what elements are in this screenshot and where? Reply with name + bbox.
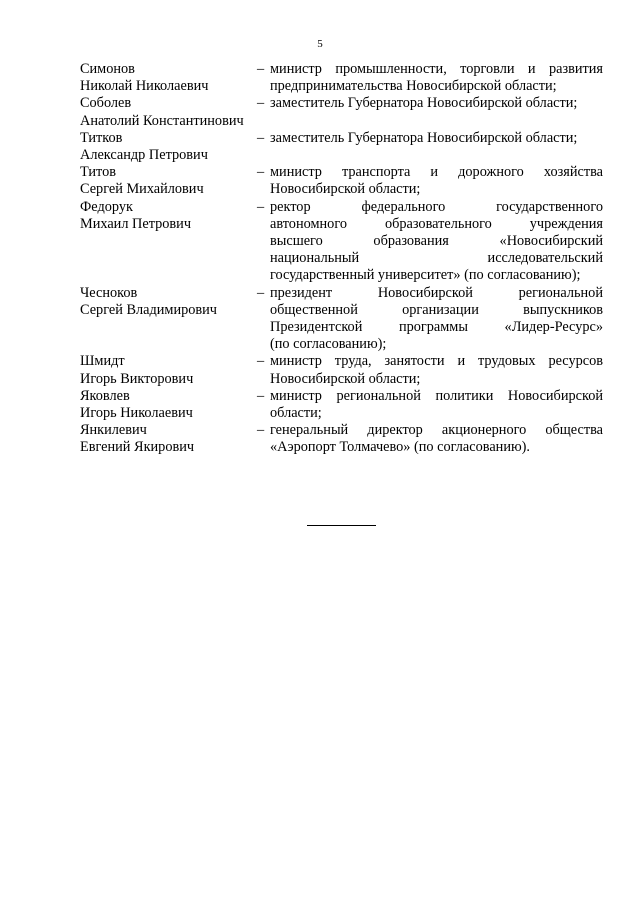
position-line: предпринимательства Новосибирской области; — [270, 78, 557, 95]
member-given-name: Анатолий Константинович — [80, 112, 244, 129]
member-surname: Федорук — [80, 198, 133, 215]
member-entry — [80, 199, 603, 285]
dash: – — [257, 95, 265, 112]
member-given-name: Игорь Викторович — [80, 370, 194, 387]
position-line: генеральный директор акционерного общества — [270, 422, 603, 439]
member-entry — [80, 353, 603, 387]
position-line: области; — [270, 405, 322, 422]
member-name — [80, 422, 257, 456]
dash: – — [257, 198, 265, 215]
member-name — [80, 388, 257, 422]
member-position — [270, 130, 603, 164]
member-entry — [80, 130, 603, 164]
position-line: министр промышленности, торговли и развития — [270, 61, 603, 77]
member-name — [80, 164, 257, 198]
dash: – — [257, 284, 265, 301]
member-name — [80, 95, 257, 129]
end-divider-line — [307, 525, 376, 526]
position-line: «Аэропорт Толмачево» (по согласованию). — [270, 439, 530, 456]
position-line: автономного образовательного учреждения — [270, 215, 603, 232]
position-line: заместитель Губернатора Новосибирской области; — [270, 95, 578, 112]
dash: – — [257, 387, 265, 404]
member-given-name: Михаил Петрович — [80, 215, 192, 232]
member-given-name: Николай Николаевич — [80, 78, 209, 95]
member-entry — [80, 61, 603, 95]
position-line: министр региональной политики Новосибирской — [270, 387, 603, 404]
member-surname: Шмидт — [80, 353, 125, 370]
member-name — [80, 61, 257, 95]
position-line: ректор федерального государственного — [270, 198, 603, 215]
member-position — [270, 95, 603, 129]
member-position — [270, 61, 603, 95]
member-list — [80, 61, 603, 457]
position-line: высшего образования «Новосибирский — [270, 233, 603, 250]
member-entry — [80, 95, 603, 129]
member-position — [270, 199, 603, 285]
member-given-name: Сергей Михайлович — [80, 181, 204, 198]
member-entry — [80, 422, 603, 456]
member-name — [80, 130, 257, 164]
member-position — [270, 388, 603, 422]
member-surname: Симонов — [80, 61, 135, 77]
position-line: Новосибирской области; — [270, 370, 421, 387]
member-surname: Чесноков — [80, 284, 138, 301]
page-number: 5 — [317, 38, 323, 50]
dash: – — [257, 353, 265, 370]
member-name — [80, 285, 257, 354]
member-surname: Соболев — [80, 95, 132, 112]
member-surname: Яковлев — [80, 387, 130, 404]
dash: – — [257, 422, 265, 439]
dash: – — [257, 129, 265, 146]
member-position — [270, 164, 603, 198]
dash: – — [257, 61, 265, 77]
position-line: президент Новосибирской региональной — [270, 284, 603, 301]
position-line: (по согласованию); — [270, 336, 387, 353]
member-position — [270, 285, 603, 354]
member-surname: Титов — [80, 164, 116, 181]
member-surname: Титков — [80, 129, 123, 146]
position-line: Новосибирской области; — [270, 181, 421, 198]
position-line: министр транспорта и дорожного хозяйства — [270, 164, 603, 181]
member-surname: Янкилевич — [80, 422, 147, 439]
member-given-name: Сергей Владимирович — [80, 301, 217, 318]
member-given-name: Евгений Якирович — [80, 439, 195, 456]
position-line: заместитель Губернатора Новосибирской области; — [270, 129, 578, 146]
member-entry — [80, 388, 603, 422]
position-line: министр труда, занятости и трудовых ресурсов — [270, 353, 603, 370]
position-line: общественной организации выпускников — [270, 301, 603, 318]
member-entry — [80, 164, 603, 198]
member-entry — [80, 285, 603, 354]
member-position — [270, 353, 603, 387]
position-line: государственный университет» (по согласованию); — [270, 267, 581, 284]
member-name — [80, 353, 257, 387]
member-given-name: Александр Петрович — [80, 147, 208, 164]
position-line: Президентской программы «Лидер-Ресурс» — [270, 319, 603, 336]
member-position — [270, 422, 603, 456]
member-name — [80, 199, 257, 285]
position-line: национальный исследовательский — [270, 250, 603, 267]
dash: – — [257, 164, 265, 181]
member-given-name: Игорь Николаевич — [80, 405, 193, 422]
